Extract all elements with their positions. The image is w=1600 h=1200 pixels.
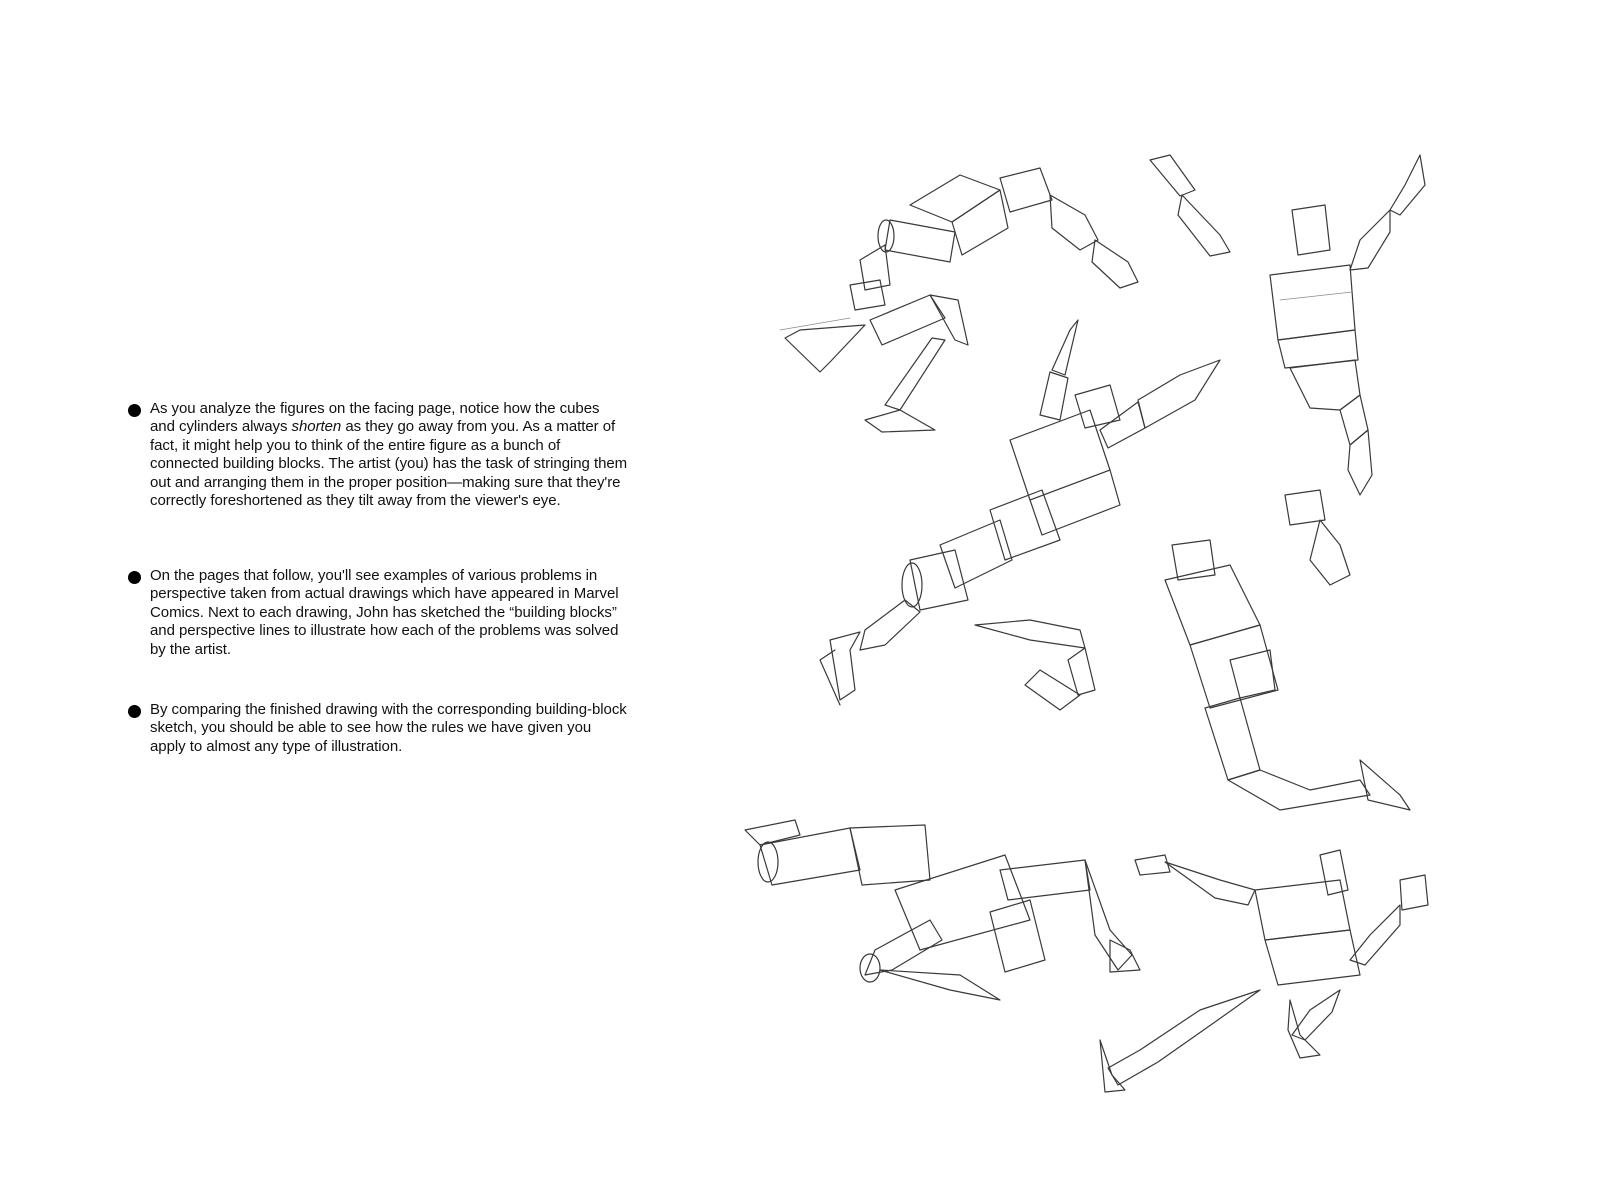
- figure-running-right: [975, 490, 1410, 810]
- sketch-page: [700, 0, 1600, 1200]
- building-block-figures-illustration: [700, 0, 1600, 1200]
- text-page: [0, 0, 700, 1200]
- bullet-dot-icon: [128, 571, 141, 584]
- bullet-text-1: [150, 400, 628, 510]
- figure-crawling-bottom-left: [745, 820, 1140, 1000]
- bullet-dot-icon: [128, 705, 141, 718]
- bullet-item-3: [128, 701, 628, 756]
- figure-flying-bottom-right: [1100, 850, 1428, 1092]
- bullet-dot-icon: [128, 404, 141, 417]
- bullet-1-after: as they go away from you. As a matter of fact, it might help you to think of the entire figure as a bunch of connected building blocks. The artist (you) has the task of stringing them out and arranging them in the proper position—making sure that they're correctly foreshortened as they tilt away from the viewer's eye.: [150, 418, 628, 510]
- bullet-1-before: As you analyze the figures on the facing page, notice how the cubes and cylinders always: [150, 400, 600, 436]
- figure-diving-center: [820, 320, 1220, 705]
- bullet-item-1: [128, 400, 628, 510]
- bullet-1-emphasis: shorten: [291, 418, 342, 436]
- bullet-text-3: By comparing the finished drawing with the corresponding building-block sketch, you should be able to see how the rules we have given you apply to almost any type of illustration.: [150, 701, 627, 755]
- bullet-item-2: [128, 567, 628, 659]
- bullet-text-2: On the pages that follow, you'll see examples of various problems in perspective taken from actual drawings which have appeared in Marvel Comics. Next to each drawing, John has sketched the “building blocks” and perspective lines to illustrate how each of the problems was solved by the artist.: [150, 567, 619, 658]
- figure-jumping-top-right: [1150, 155, 1425, 495]
